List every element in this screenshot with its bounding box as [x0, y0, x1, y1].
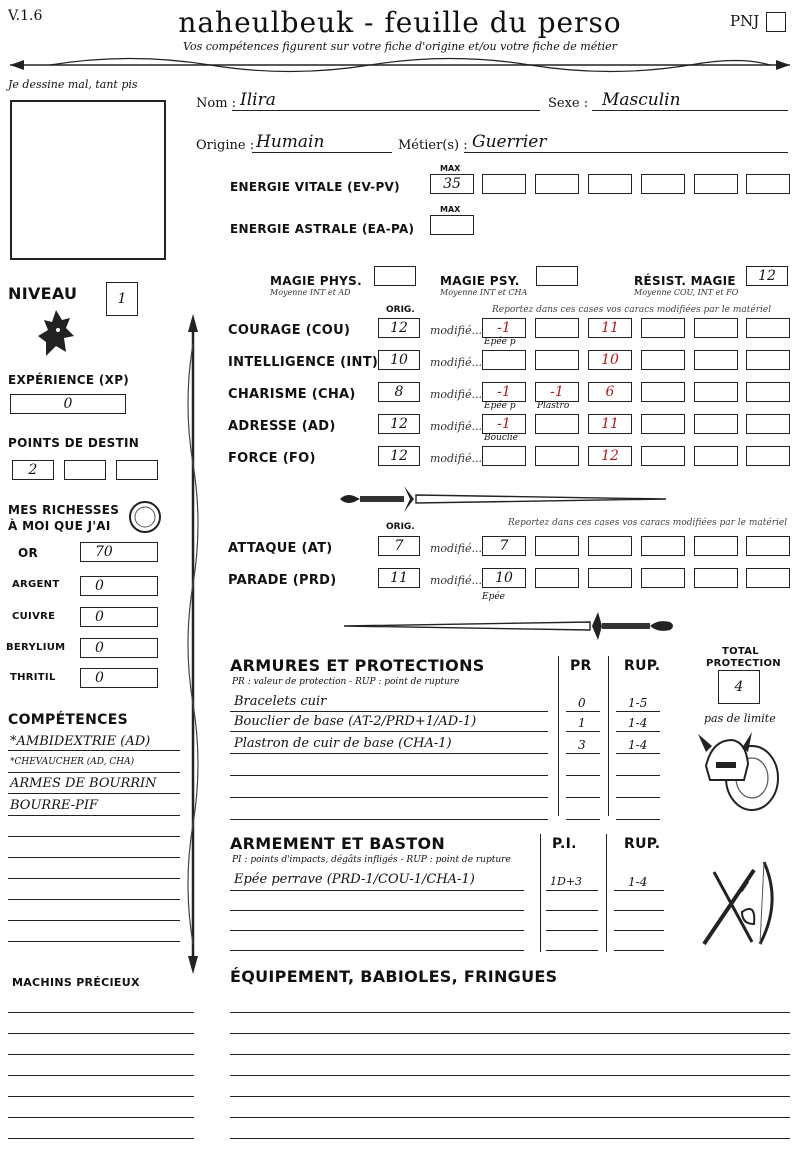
stat-mod-box[interactable]	[482, 446, 526, 466]
stat-mod-box[interactable]	[746, 318, 790, 338]
combat-mod-box[interactable]: 7	[482, 536, 526, 556]
armure-pr-line	[566, 753, 600, 754]
stat-orig-box[interactable]: 12	[378, 446, 420, 466]
niveau-label: NIVEAU	[8, 284, 78, 303]
origine-value[interactable]: Humain	[256, 132, 325, 152]
ev-label: ENERGIE VITALE (EV-PV)	[230, 180, 400, 194]
combat-mod-box[interactable]	[746, 536, 790, 556]
arme-pi-line	[546, 910, 598, 911]
argent-label: ARGENT	[12, 579, 60, 590]
machins-label: MACHINS PRÉCIEUX	[12, 976, 140, 989]
dragon-icon	[34, 306, 78, 362]
stat-modifie-label: modifié...	[430, 388, 482, 401]
competences-label: COMPÉTENCES	[8, 712, 128, 728]
stat-orig-box[interactable]: 10	[378, 350, 420, 370]
total-protection-label-2: PROTECTION	[706, 658, 781, 669]
metier-label: Métier(s) :	[398, 138, 468, 153]
magie-psy-box[interactable]	[536, 266, 578, 286]
stat-label: FORCE (FO)	[228, 451, 316, 466]
stat-mod-box[interactable]: 12	[588, 446, 632, 466]
xp-box[interactable]: 0	[10, 394, 126, 414]
arme-pi-line	[546, 930, 598, 931]
stat-mod-note: Plastro	[537, 401, 570, 411]
richesses-label-2: À MOI QUE J'AI	[8, 519, 111, 533]
combat-mod-box[interactable]	[746, 568, 790, 588]
page-title: naheulbeuk - feuille du perso	[178, 6, 622, 39]
destin-box-3[interactable]	[116, 460, 158, 480]
arme-pi[interactable]: 1D+3	[550, 875, 583, 888]
armement-title: ARMEMENT ET BASTON	[230, 834, 446, 853]
stat-mod-note: Bouclie	[484, 433, 518, 443]
armure-rup[interactable]: 1-4	[628, 716, 648, 730]
sexe-value[interactable]: Masculin	[602, 90, 681, 110]
portrait-caption: Je dessine mal, tant pis	[8, 78, 138, 91]
combat-orig-box[interactable]: 7	[378, 536, 420, 556]
stat-mod-box[interactable]	[641, 318, 685, 338]
stat-mod-box[interactable]	[694, 446, 738, 466]
armure-pr[interactable]: 3	[578, 738, 586, 752]
stat-mod-box[interactable]	[641, 446, 685, 466]
equipement-title: ÉQUIPEMENT, BABIOLES, FRINGUES	[230, 967, 558, 986]
combat-report-note: Reportez dans ces cases vos caracs modifiées par le matériel	[508, 518, 788, 528]
destin-box-1[interactable]: 2	[12, 460, 54, 480]
magie-phys-label: MAGIE PHYS.	[270, 274, 362, 288]
arme-pi-line	[546, 890, 598, 891]
stat-mod-box[interactable]	[694, 350, 738, 370]
combat-label: PARADE (PRD)	[228, 573, 337, 588]
stat-mod-note: Epée p	[484, 337, 516, 347]
arme-line	[230, 890, 524, 891]
argent-box[interactable]: 0	[80, 576, 158, 596]
combat-mod-box[interactable]	[588, 536, 632, 556]
stat-mod-box[interactable]	[746, 414, 790, 434]
richesses-label-1: MES RICHESSES	[8, 503, 120, 517]
arme-line	[230, 950, 524, 951]
sexe-label: Sexe :	[548, 96, 589, 111]
stat-modifie-label: modifié...	[430, 324, 482, 337]
armure-rup-line	[616, 819, 660, 820]
competence-1[interactable]: *AMBIDEXTRIE (AD)	[10, 734, 151, 749]
stat-mod-box[interactable]	[535, 446, 579, 466]
stat-mod-box[interactable]: 11	[588, 318, 632, 338]
armure-pr-line	[566, 797, 600, 798]
coin-icon	[128, 500, 162, 534]
stat-modifie-label: modifié...	[430, 420, 482, 433]
armure-pr-line	[566, 711, 600, 712]
niveau-box[interactable]: 1	[106, 282, 138, 316]
stat-mod-box[interactable]	[535, 350, 579, 370]
ea-max-label: MAX	[440, 205, 461, 214]
magie-phys-box[interactable]	[374, 266, 416, 286]
armures-pr-label: PR	[570, 658, 592, 674]
spear-ornament	[180, 314, 206, 974]
ea-max-box[interactable]	[430, 215, 474, 235]
combat-mod-box[interactable]	[535, 568, 579, 588]
stat-mod-box[interactable]	[641, 350, 685, 370]
combat-mod-box[interactable]: 10	[482, 568, 526, 588]
magie-psy-sub: Moyenne INT et CHA	[440, 288, 528, 297]
combat-mod-box[interactable]	[535, 536, 579, 556]
combat-mod-box[interactable]	[694, 568, 738, 588]
combat-orig-label: ORIG.	[386, 522, 415, 532]
arme-rup-line	[614, 950, 664, 951]
arme-pi-line	[546, 950, 598, 951]
stat-mod-box[interactable]	[694, 382, 738, 402]
stat-label: COURAGE (COU)	[228, 323, 351, 338]
armure-rup-line	[616, 775, 660, 776]
arme-name[interactable]: Epée perrave (PRD-1/COU-1/CHA-1)	[234, 872, 475, 887]
armure-line	[230, 797, 548, 798]
protection-limit: pas de limite	[704, 712, 776, 725]
stat-mod-box[interactable]: 6	[588, 382, 632, 402]
combat-note: Epée	[482, 592, 505, 602]
combat-mod-box[interactable]	[641, 536, 685, 556]
stat-mod-box[interactable]	[482, 350, 526, 370]
stat-mod-box[interactable]	[535, 318, 579, 338]
armures-title: ARMURES ET PROTECTIONS	[230, 656, 485, 675]
resist-magie-label: RÉSIST. MAGIE	[634, 274, 736, 288]
cuivre-box[interactable]: 0	[80, 607, 158, 627]
sword-ornament-2	[340, 608, 680, 644]
arme-rup-line	[614, 910, 664, 911]
ev-max-box[interactable]: 35	[430, 174, 474, 194]
stats-orig-label: ORIG.	[386, 305, 415, 315]
competence-4[interactable]: BOURRE-PIF	[10, 798, 99, 813]
ea-label: ENERGIE ASTRALE (EA-PA)	[230, 222, 415, 236]
header-ornament	[10, 52, 790, 78]
armure-rup-line	[616, 753, 660, 754]
competence-3[interactable]: ARMES DE BOURRIN	[10, 776, 157, 791]
pnj-checkbox[interactable]	[766, 12, 786, 32]
nom-label: Nom :	[196, 96, 237, 111]
armures-rup-label: RUP.	[624, 658, 661, 674]
arme-line	[230, 910, 524, 911]
arme-rup-line	[614, 890, 664, 891]
origine-label: Origine :	[196, 138, 255, 153]
armure-rup[interactable]: 1-5	[628, 696, 648, 710]
stat-mod-box[interactable]	[746, 382, 790, 402]
arme-line	[230, 930, 524, 931]
armure-line	[230, 775, 548, 776]
ev-max-label: MAX	[440, 164, 461, 173]
armement-pi-label: P.I.	[552, 836, 577, 852]
weapons-icon	[694, 854, 786, 954]
armure-line	[230, 819, 548, 820]
stat-mod-note: Epée p	[484, 401, 516, 411]
metier-value[interactable]: Guerrier	[472, 132, 547, 152]
stat-mod-box[interactable]	[694, 414, 738, 434]
nom-value[interactable]: Ilira	[240, 90, 276, 110]
combat-modifie-label: modifié...	[430, 574, 482, 587]
armure-pr-line	[566, 731, 600, 732]
armures-sub: PR : valeur de protection - RUP : point de rupture	[232, 677, 460, 687]
thritil-label: THRITIL	[10, 672, 56, 683]
magie-psy-label: MAGIE PSY.	[440, 274, 520, 288]
armure-pr[interactable]: 0	[578, 696, 586, 710]
combat-orig-box[interactable]: 11	[378, 568, 420, 588]
armure-pr[interactable]: 1	[578, 716, 586, 730]
stat-label: INTELLIGENCE (INT)	[228, 355, 379, 370]
or-label: OR	[18, 546, 39, 560]
version: V.1.6	[8, 8, 43, 24]
stat-mod-box[interactable]	[694, 318, 738, 338]
stat-orig-box[interactable]: 12	[378, 414, 420, 434]
thritil-box[interactable]: 0	[80, 668, 158, 688]
armement-rup-label: RUP.	[624, 836, 661, 852]
armure-pr-line	[566, 819, 600, 820]
stat-mod-box[interactable]: -1	[482, 414, 526, 434]
combat-label: ATTAQUE (AT)	[228, 541, 333, 556]
berylium-box[interactable]: 0	[80, 638, 158, 658]
berylium-label: BERYLIUM	[6, 642, 66, 653]
resist-magie-box[interactable]: 12	[746, 266, 788, 286]
stat-label: CHARISME (CHA)	[228, 387, 356, 402]
combat-mod-box[interactable]	[641, 568, 685, 588]
stat-mod-box[interactable]	[641, 414, 685, 434]
armure-name[interactable]: Bracelets cuir	[234, 694, 327, 709]
armure-pr-line	[566, 775, 600, 776]
stat-mod-box[interactable]: -1	[535, 382, 579, 402]
stat-label: ADRESSE (AD)	[228, 419, 336, 434]
stat-mod-box[interactable]	[746, 350, 790, 370]
total-protection-box[interactable]: 4	[718, 670, 760, 704]
stat-mod-box[interactable]	[535, 414, 579, 434]
destin-box-2[interactable]	[64, 460, 106, 480]
stat-orig-box[interactable]: 12	[378, 318, 420, 338]
or-box[interactable]: 70	[80, 542, 158, 562]
stat-orig-box[interactable]: 8	[378, 382, 420, 402]
combat-mod-box[interactable]	[694, 536, 738, 556]
stat-mod-box[interactable]	[746, 446, 790, 466]
xp-label: EXPÉRIENCE (XP)	[8, 373, 130, 387]
cuivre-label: CUIVRE	[12, 611, 56, 622]
portrait-box[interactable]	[10, 100, 166, 260]
combat-modifie-label: modifié...	[430, 542, 482, 555]
pnj-label: PNJ	[730, 12, 760, 30]
stat-mod-box[interactable]: -1	[482, 382, 526, 402]
armure-name[interactable]: Plastron de cuir de base (CHA-1)	[234, 736, 452, 751]
armure-line	[230, 731, 548, 732]
sword-ornament-1	[336, 480, 680, 518]
stat-mod-box[interactable]: -1	[482, 318, 526, 338]
destin-label: POINTS DE DESTIN	[8, 436, 140, 450]
stat-mod-box[interactable]	[641, 382, 685, 402]
stat-mod-box[interactable]: 11	[588, 414, 632, 434]
armure-line	[230, 753, 548, 754]
armure-rup-line	[616, 797, 660, 798]
arme-rup[interactable]: 1-4	[628, 875, 648, 889]
stat-mod-box[interactable]: 10	[588, 350, 632, 370]
page-subtitle: Vos compétences figurent sur votre fiche d'origine et/ou votre fiche de métier	[183, 40, 617, 53]
armure-line	[230, 711, 548, 712]
arme-rup-line	[614, 930, 664, 931]
combat-mod-box[interactable]	[588, 568, 632, 588]
resist-magie-sub: Moyenne COU, INT et FO	[634, 288, 739, 297]
armement-sub: PI : points d'impacts, dégâts infligés - RUP : point de rupture	[232, 855, 511, 865]
helmet-shield-icon	[696, 726, 782, 814]
stat-modifie-label: modifié...	[430, 356, 482, 369]
stat-modifie-label: modifié...	[430, 452, 482, 465]
competence-2[interactable]: *CHEVAUCHER (AD, CHA)	[10, 757, 135, 767]
total-protection-label-1: TOTAL	[722, 646, 759, 657]
armure-name[interactable]: Bouclier de base (AT-2/PRD+1/AD-1)	[234, 714, 477, 729]
armure-rup-line	[616, 731, 660, 732]
armure-rup-line	[616, 711, 660, 712]
magie-phys-sub: Moyenne INT et AD	[270, 288, 351, 297]
stats-report-note: Reportez dans ces cases vos caracs modifiées par le matériel	[492, 305, 772, 315]
armure-rup[interactable]: 1-4	[628, 738, 648, 752]
